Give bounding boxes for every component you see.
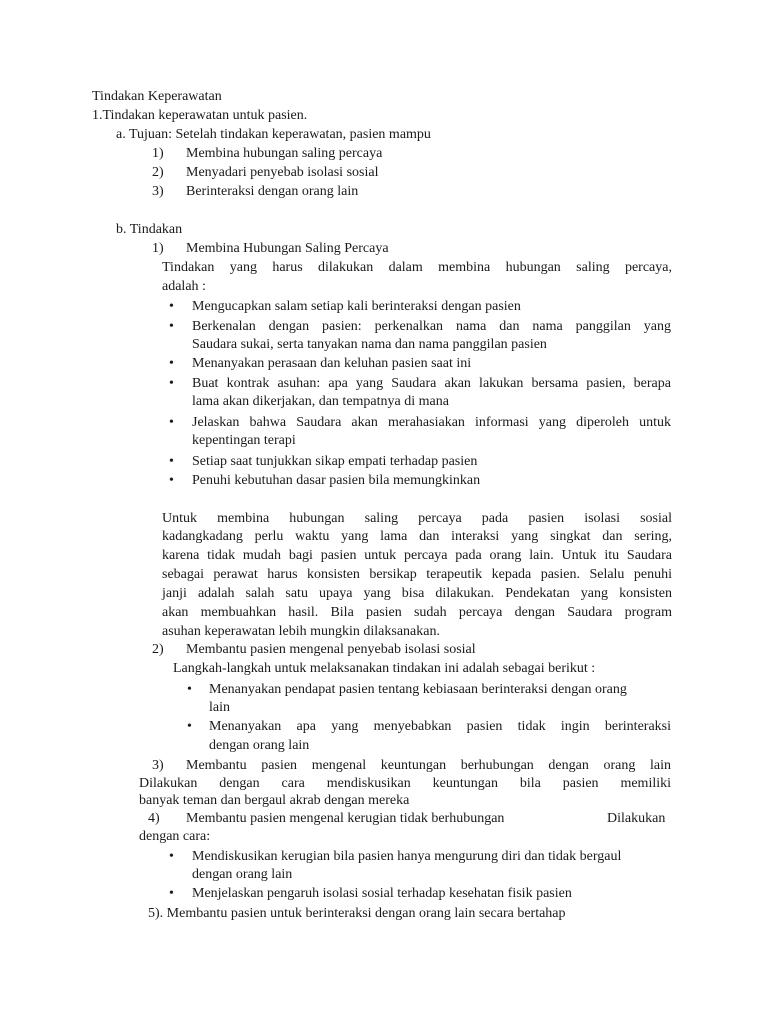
bullet-icon: •	[187, 682, 192, 697]
bullet-icon: •	[169, 319, 174, 334]
goal-item: Menyadari penyebab isolasi sosial	[186, 165, 379, 180]
bullet-item-continued: dengan orang lain	[209, 738, 310, 753]
goal-number: 3)	[152, 184, 164, 199]
bullet-icon: •	[187, 719, 192, 734]
action-title: Membina Hubungan Saling Percaya	[186, 241, 389, 256]
action-number: 1)	[152, 241, 164, 256]
paragraph-line: Dilakukan	[607, 811, 666, 826]
paragraph-line: kadangkadang perlu waktu yang lama dan interaksi yang singkat dan sering,	[162, 529, 672, 544]
bullet-icon: •	[169, 454, 174, 469]
bullet-item: Setiap saat tunjukkan sikap empati terhadap pasien	[192, 454, 478, 469]
subsection-b-heading: b. Tindakan	[116, 222, 183, 237]
paragraph-line: dengan cara:	[139, 829, 211, 844]
bullet-item: Mengucapkan salam setiap kali berinteraksi dengan pasien	[192, 299, 521, 314]
bullet-item: Mendiskusikan kerugian bila pasien hanya mengurung diri dan tidak bergaul	[192, 849, 622, 864]
bullet-item: Penuhi kebutuhan dasar pasien bila memungkinkan	[192, 473, 481, 488]
action-number: 2)	[152, 642, 164, 657]
bullet-icon: •	[169, 376, 174, 391]
bullet-icon: •	[169, 415, 174, 430]
bullet-icon: •	[169, 299, 174, 314]
bullet-icon: •	[169, 849, 174, 864]
bullet-item: Berkenalan dengan pasien: perkenalkan nama dan nama panggilan yang	[192, 319, 671, 334]
goal-item: Membina hubungan saling percaya	[186, 146, 383, 161]
paragraph-line: adalah :	[162, 279, 206, 294]
goal-number: 2)	[152, 165, 164, 180]
bullet-item: Menjelaskan pengaruh isolasi sosial terhadap kesehatan fisik pasien	[192, 886, 572, 901]
paragraph-line: Tindakan yang harus dilakukan dalam membina hubungan saling percaya,	[162, 260, 672, 275]
action-title: 5). Membantu pasien untuk berinteraksi dengan orang lain secara bertahap	[148, 906, 566, 921]
paragraph-line: asuhan keperawatan lebih mungkin dilaksanakan.	[162, 624, 440, 639]
bullet-item-continued: dengan orang lain	[192, 867, 293, 882]
paragraph-line: karena tidak mudah bagi pasien untuk percaya pada orang lain. Untuk itu Saudara	[162, 548, 672, 563]
bullet-item-continued: lama akan dikerjakan, dan tempatnya di mana	[192, 394, 449, 409]
section-1-heading: 1.Tindakan keperawatan untuk pasien.	[92, 108, 308, 123]
action-number: 3)	[152, 758, 164, 773]
paragraph-line: sebagai perawat harus konsisten bersikap terapeutik kepada pasien. Selalu penuhi	[162, 567, 672, 582]
document-title: Tindakan Keperawatan	[92, 89, 222, 104]
goal-item: Berinteraksi dengan orang lain	[186, 184, 359, 199]
bullet-icon: •	[169, 473, 174, 488]
paragraph-line: janji adalah salah satu upaya yang bisa dilakukan. Pendekatan yang konsisten	[162, 586, 672, 601]
action-title: Membantu pasien mengenal keuntungan berhubungan dengan orang lain	[186, 758, 671, 773]
bullet-item: Menanyakan pendapat pasien tentang kebiasaan berinteraksi dengan orang	[209, 682, 627, 697]
bullet-item: Buat kontrak asuhan: apa yang Saudara akan lakukan bersama pasien, berapa	[192, 376, 671, 391]
bullet-icon: •	[169, 886, 174, 901]
action-title: Membantu pasien mengenal kerugian tidak berhubungan	[186, 811, 505, 826]
paragraph-line: akan membuahkan hasil. Bila pasien sudah percaya dengan Saudara program	[162, 605, 672, 620]
action-title: Membantu pasien mengenal penyebab isolasi sosial	[186, 642, 476, 657]
bullet-item: Jelaskan bahwa Saudara akan merahasiakan informasi yang diperoleh untuk	[192, 415, 671, 430]
bullet-item: Menanyakan apa yang menyebabkan pasien tidak ingin berinteraksi	[209, 719, 671, 734]
paragraph-line: Untuk membina hubungan saling percaya pada pasien isolasi sosial	[162, 511, 672, 526]
bullet-item: Menanyakan perasaan dan keluhan pasien saat ini	[192, 356, 472, 371]
paragraph-line: Dilakukan dengan cara mendiskusikan keuntungan bila pasien memiliki	[139, 776, 671, 791]
action-intro: Langkah-langkah untuk melaksanakan tindakan ini adalah sebagai berikut :	[173, 661, 596, 676]
bullet-item-continued: Saudara sukai, serta tanyakan nama dan nama panggilan pasien	[192, 337, 547, 352]
subsection-a-heading: a. Tujuan: Setelah tindakan keperawatan, pasien mampu	[116, 127, 431, 142]
bullet-icon: •	[169, 356, 174, 371]
paragraph-line: banyak teman dan bergaul akrab dengan mereka	[139, 793, 410, 808]
bullet-item-continued: lain	[209, 700, 230, 715]
goal-number: 1)	[152, 146, 164, 161]
action-number: 4)	[148, 811, 160, 826]
bullet-item-continued: kepentingan terapi	[192, 433, 296, 448]
